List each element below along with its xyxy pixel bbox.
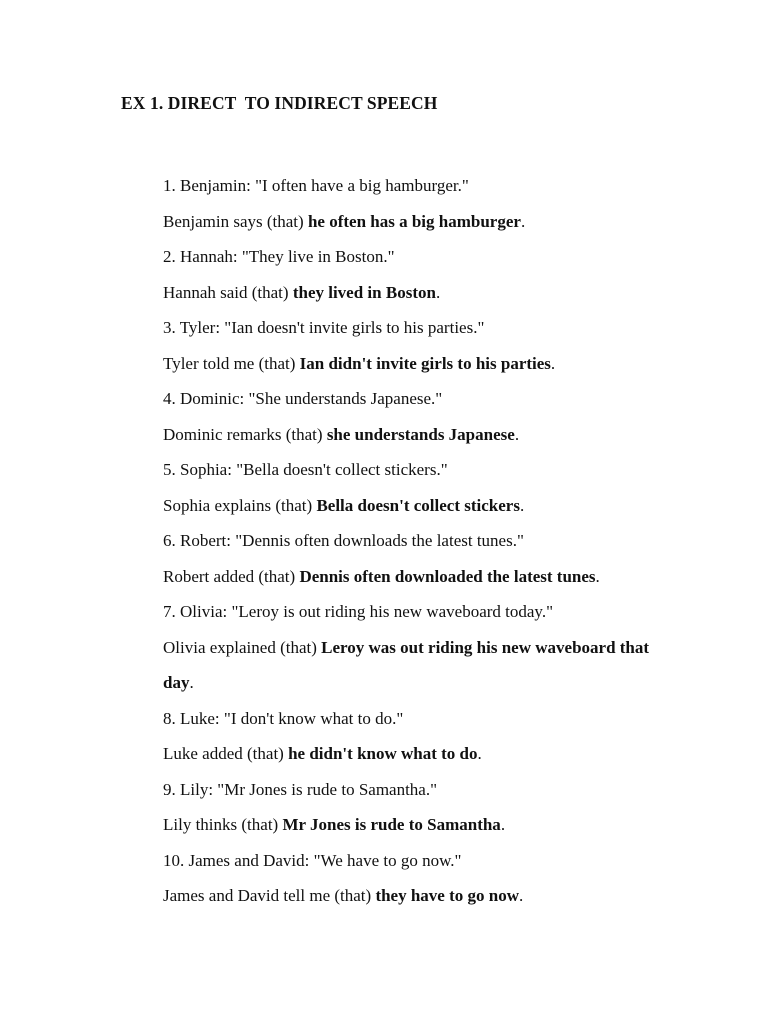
answer-suffix: . [595, 566, 600, 586]
direct-speech-7: 7. Olivia: "Leroy is out riding his new waveboard today." [163, 602, 554, 621]
direct-speech-6: 6. Robert: "Dennis often downloads the latest tunes." [163, 531, 524, 550]
answer-bold: he didn't know what to do [288, 744, 478, 763]
answer-prefix: Dominic remarks (that) [163, 424, 327, 444]
indirect-speech-6 [163, 559, 723, 595]
indirect-speech-5 [163, 488, 723, 524]
indirect-speech-9 [163, 807, 723, 843]
answer-bold: Bella doesn't collect stickers [316, 495, 520, 515]
direct-speech-5: 5. Sophia: "Bella doesn't collect stickers." [163, 460, 448, 479]
answer-prefix: Hannah said (that) [163, 282, 293, 302]
answer-suffix: . [189, 673, 194, 692]
answer-bold: Mr Jones is rude to Samantha [282, 815, 501, 834]
indirect-speech-7 [163, 630, 663, 701]
indirect-speech-1 [163, 204, 723, 240]
answer-bold: she understands Japanese [326, 424, 515, 444]
answer-prefix: Olivia explained (that) [163, 637, 322, 657]
answer-prefix: James and David tell me (that) [163, 886, 376, 905]
direct-speech-1: 1. Benjamin: "I often have a big hamburger." [163, 176, 469, 195]
answer-prefix: Benjamin says (that) [163, 211, 308, 231]
direct-speech-2: 2. Hannah: "They live in Boston." [163, 247, 395, 266]
exercise-title: EX 1. DIRECT TO INDIRECT SPEECH [121, 93, 438, 113]
answer-prefix: Lily thinks (that) [163, 815, 283, 834]
indirect-speech-3 [163, 346, 723, 382]
direct-speech-9: 9. Lily: "Mr Jones is rude to Samantha." [163, 779, 438, 799]
answer-suffix: . [550, 353, 556, 373]
answer-suffix: . [500, 815, 506, 834]
answer-suffix: . [520, 211, 526, 231]
direct-speech-10: 10. James and David: "We have to go now." [163, 850, 462, 870]
direct-speech-3: 3. Tyler: "Ian doesn't invite girls to his parties." [163, 318, 485, 337]
answer-prefix: Luke added (that) [163, 744, 289, 763]
answer-prefix: Tyler told me (that) [163, 353, 300, 373]
direct-speech-8: 8. Luke: "I don't know what to do." [163, 708, 404, 728]
indirect-speech-8 [163, 736, 723, 772]
indirect-speech-10 [163, 878, 723, 914]
answer-bold: they have to go now [375, 886, 519, 905]
indirect-speech-4 [163, 417, 723, 453]
answer-bold: Dennis often downloaded the latest tunes [299, 566, 596, 586]
exercise-list [163, 168, 723, 914]
answer-bold: Ian didn't invite girls to his parties [299, 353, 551, 373]
answer-bold: they lived in Boston [292, 282, 436, 302]
answer-suffix: . [519, 886, 524, 905]
direct-speech-4: 4. Dominic: "She understands Japanese." [163, 389, 443, 408]
answer-prefix: Sophia explains (that) [163, 495, 317, 515]
answer-suffix: . [435, 282, 441, 302]
answer-suffix: . [514, 424, 520, 444]
answer-suffix: . [477, 744, 482, 763]
answer-bold: Leroy was out riding his new waveboard that day [163, 637, 650, 692]
answer-prefix: Robert added (that) [163, 566, 300, 586]
answer-suffix: . [519, 495, 525, 515]
answer-bold: he often has a big hamburger [307, 211, 521, 231]
indirect-speech-2 [163, 275, 723, 311]
